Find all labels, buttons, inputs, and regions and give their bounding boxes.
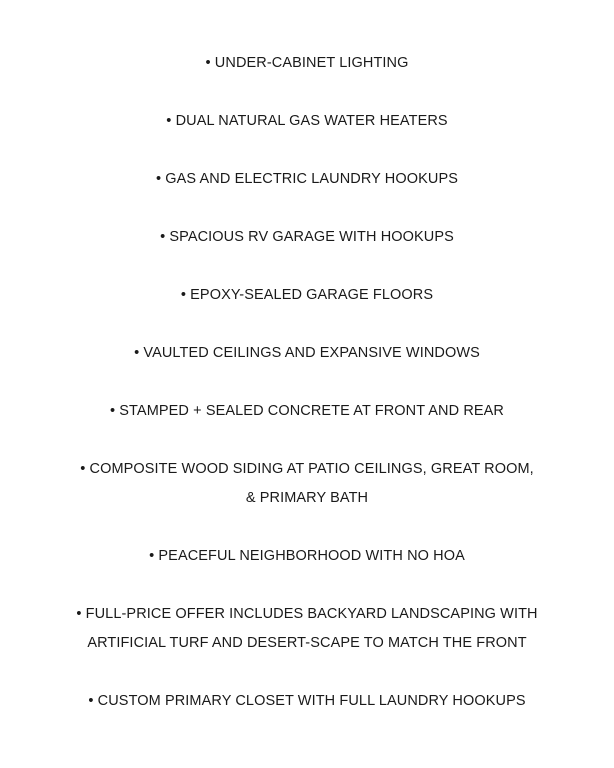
feature-text: • CUSTOM PRIMARY CLOSET WITH FULL LAUNDRY HOOKUPS [88, 693, 526, 709]
feature-stamped-concrete [40, 397, 574, 426]
feature-rv-garage [40, 223, 574, 252]
feature-garage-floors [40, 281, 574, 310]
feature-text: • DUAL NATURAL GAS WATER HEATERS [166, 113, 448, 129]
feature-text: • VAULTED CEILINGS AND EXPANSIVE WINDOWS [134, 345, 480, 361]
feature-water-heaters [40, 107, 574, 136]
feature-text-line-2: & PRIMARY BATH [245, 490, 369, 506]
feature-text: • UNDER-CABINET LIGHTING [205, 55, 409, 71]
feature-vaulted-ceilings [40, 339, 574, 368]
feature-text: • PEACEFUL NEIGHBORHOOD WITH NO HOA [149, 548, 465, 564]
feature-under-cabinet-lighting [40, 49, 574, 78]
feature-text: • STAMPED + SEALED CONCRETE AT FRONT AND REAR [109, 403, 505, 419]
feature-text: • SPACIOUS RV GARAGE WITH HOOKUPS [160, 229, 454, 245]
feature-text-line-2: ARTIFICIAL TURF AND DESERT-SCAPE TO MATCH THE FRONT [87, 635, 527, 651]
feature-text-line-1: • FULL-PRICE OFFER INCLUDES BACKYARD LANDSCAPING WITH [76, 606, 538, 622]
feature-text-line-1: • COMPOSITE WOOD SIDING AT PATIO CEILINGS, GREAT ROOM, [80, 461, 534, 477]
feature-text: • GAS AND ELECTRIC LAUNDRY HOOKUPS [155, 171, 459, 187]
feature-composite-siding [40, 455, 574, 513]
feature-text: • EPOXY-SEALED GARAGE FLOORS [180, 287, 434, 303]
feature-primary-closet [40, 687, 574, 716]
feature-no-hoa [40, 542, 574, 571]
feature-laundry-hookups [40, 165, 574, 194]
feature-backyard-landscaping [40, 600, 574, 658]
